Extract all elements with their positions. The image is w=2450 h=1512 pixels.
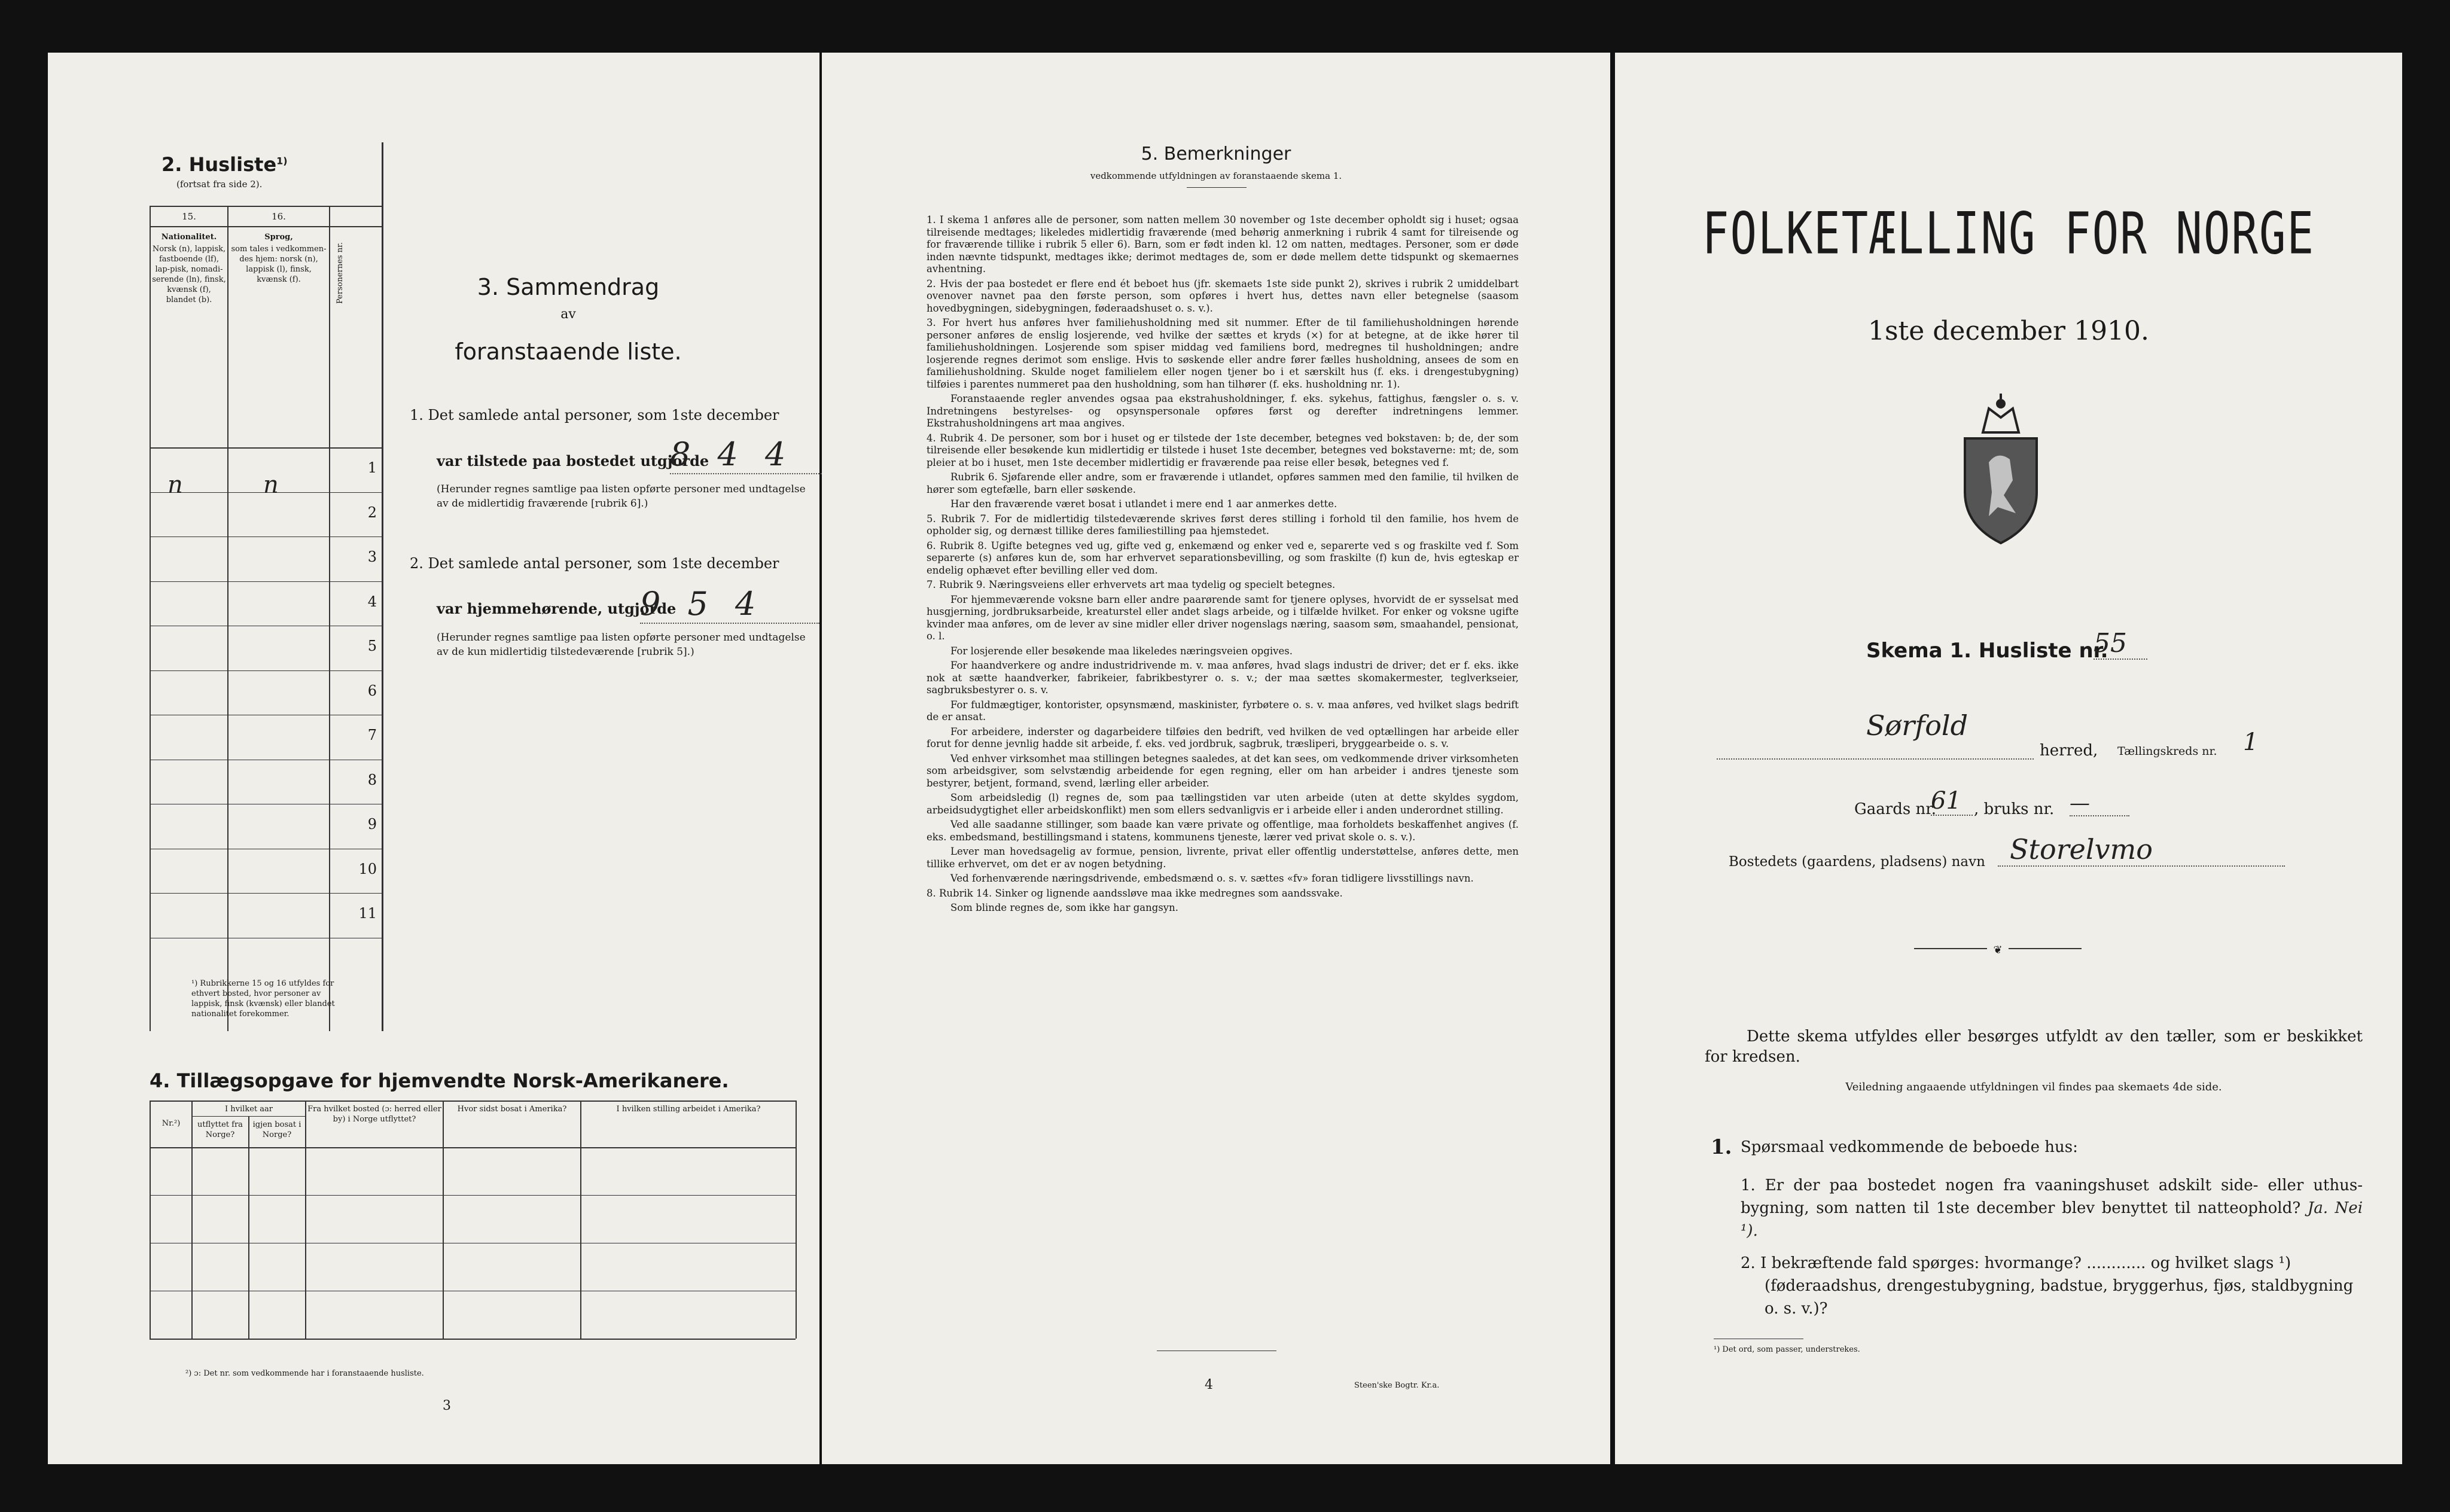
item2-value: 9 5 4 xyxy=(640,585,819,624)
remark-paragraph: Ved alle saadanne stillinger, som baade kan være private og offentlige, maa forholdets beskaffenhet angives (f. eks. embedsmand, bestillingsmand i statens, kommunens tjeneste, lærer ved privat skole o. s. v.). xyxy=(927,819,1519,843)
bemerkninger-title: 5. Bemerkninger xyxy=(1141,144,1291,164)
tillaeg-col-fra: Fra hvilket bosted (ɔ: herred eller by) i Norge utflyttet? xyxy=(307,1105,441,1124)
remark-paragraph: 5. Rubrik 7. For de midlertidig tilstedeværende skrives først deres stilling i forhold til den familie, hos hvem de opholder sig, og dernæst tillike deres familiestilling paa hjemstedet. xyxy=(927,513,1519,536)
kreds-label: Tællingskreds nr. xyxy=(2117,745,2217,758)
row-divider xyxy=(150,893,383,894)
person-number-header: Personernes nr. xyxy=(336,242,345,304)
item1-label: var tilstede paa bostedet utgjorde xyxy=(437,452,709,470)
q1-1-text: 1. Er der paa bostedet nogen fra vaaningshuset adskilt side- eller uthus-bygning, som natten til 1ste december blev benyttet til natteophold? Ja. Nei ¹). xyxy=(1741,1176,2363,1240)
tillaeg-title: 4. Tillægsopgave for hjemvendte Norsk-Amerikanere. xyxy=(150,1069,729,1092)
skema-value: 55 xyxy=(2094,628,2147,660)
row-divider xyxy=(150,536,383,537)
row1-nationality: n xyxy=(167,471,183,499)
col16-number: 16. xyxy=(272,211,286,222)
tillaeg-col-utflyttet: utflyttet fra Norge? xyxy=(197,1120,243,1139)
census-date: 1ste december 1910. xyxy=(1867,316,2150,346)
row-number: 11 xyxy=(358,905,377,922)
row-number: 6 xyxy=(367,682,377,699)
row-divider xyxy=(150,581,383,582)
gaards-value: 61 xyxy=(1931,787,1973,816)
col16-header: Sprog, xyxy=(264,233,293,242)
bosted-value: Storelvmo xyxy=(1998,833,2285,867)
col15-header: Nationalitet. xyxy=(161,233,217,242)
row1-language: n xyxy=(263,471,279,499)
q1-number: 1. xyxy=(1711,1135,1732,1159)
remark-paragraph: Har den fraværende været bosat i utlandet i mere end 1 aar anmerkes dette. xyxy=(950,498,1337,510)
bruks-value: — xyxy=(2070,791,2129,816)
item2-label: var hjemmehørende, utgjorde xyxy=(437,600,677,617)
row-number: 7 xyxy=(367,727,377,743)
remark-paragraph: 3. For hvert hus anføres hver familiehusholdning med sit nummer. Efter de til familiehusholdningen hørende personer anføres de enslig losjerende, ved hvilke der sættes et kryds (×) for at betegne, at de ikke hører til familiehusholdningen. Losjerende som spiser middag ved familiens bord, medregnes til husholdningen; andre losjerende regnes derimot som enslige. Hvis to søskende eller andre fører fælles husholdning, ansees de som en familiehusholdning. Skulde noget familielem eller nogen tjener bo i et særskilt hus (f. eks. i drengestubygning) tilføies i parentes nummeret paa den husholdning, som han tilhører (f. eks. husholdning nr. 1). xyxy=(927,317,1519,390)
tillaeg-col-stilling: I hvilken stilling arbeidet i Amerika? xyxy=(616,1105,761,1114)
item2-note: (Herunder regnes samtlige paa listen opførte personer med undtagelse av de kun midlertidig tilstedeværende [rubrik 5].) xyxy=(437,632,806,658)
page-number-4: 4 xyxy=(1205,1377,1213,1392)
remark-paragraph: Foranstaaende regler anvendes ogsaa paa ekstrahusholdninger, f. eks. sykehus, fattighus, fængsler o. s. v. Indretningens bestyrelses- og opsynspersonale opføres først og derefter indretningens lemmer. Ekstrahusholdningens art maa angives. xyxy=(927,393,1519,429)
tillaeg-footnote: ²) ɔ: Det nr. som vedkommende har i foranstaaende husliste. xyxy=(185,1369,424,1378)
bruks-label: , bruks nr. xyxy=(1974,800,2055,818)
tillaeg-col-year: I hvilket aar xyxy=(225,1105,273,1114)
remark-paragraph: Ved forhenværende næringsdrivende, embedsmænd o. s. v. sættes «fv» foran tidligere livsstillings navn. xyxy=(950,873,1474,884)
col15-description: Norsk (n), lappisk, fastboende (lf), lap-pisk, nomadi-serende (ln), finsk, kvænsk (f), blandet (b). xyxy=(152,245,226,304)
remark-paragraph: Lever man hovedsagelig av formue, pension, livrente, privat eller offentlig understøttelse, anføres dette, men tillike erhvervet, om det er av nogen betydning. xyxy=(927,846,1519,870)
kreds-value: 1 xyxy=(2243,728,2259,756)
remark-paragraph: 7. Rubrik 9. Næringsveiens eller erhvervets art maa tydelig og specielt betegnes. xyxy=(927,579,1336,590)
remark-paragraph: Som arbeidsledig (l) regnes de, som paa tællingstiden var uten arbeide (uten at dette skyldes sygdom, arbeidsudygtighet eller arbeidskonflikt) men som ellers sedvanligvis er i arbeide eller i anden underordnet stilling. xyxy=(927,792,1519,816)
remark-paragraph: Som blinde regnes de, som ikke har gangsyn. xyxy=(950,902,1178,913)
q1-2-detail: (føderaadshus, drengestubygning, badstue, bryggerhus, fjøs, staldbygning o. s. v.)? xyxy=(1765,1277,2354,1318)
remark-paragraph: Rubrik 6. Sjøfarende eller andre, som er fraværende i utlandet, opføres sammen med den familie, til hvilken de hører som egtefælle, barn eller søskende. xyxy=(927,471,1519,495)
tillaeg-col-hvor: Hvor sidst bosat i Amerika? xyxy=(457,1105,567,1114)
norway-coat-of-arms-icon xyxy=(1956,391,2046,546)
intro-text: Dette skema utfyldes eller besørges utfyldt av den tæller, som er beskikket for kredsen. xyxy=(1705,1028,2363,1066)
q1-title: Spørsmaal vedkommende de beboede hus: xyxy=(1741,1138,2078,1156)
sammendrag-title: 3. Sammendrag xyxy=(477,274,660,300)
husliste-footnote: ¹) Rubrikkerne 15 og 16 utfyldes for ethvert bosted, hvor personer av lappisk, finsk (kvænsk) eller blandet nationalitet forekommer. xyxy=(191,979,335,1019)
remark-paragraph: For haandverkere og andre industridrivende m. v. maa anføres, hvad slags industri de driver; det er f. eks. ikke nok at sætte haandverker, fabrikeier, fabrikbestyrer o. s. v.; der maa sættes skomakermester, teglverkseier, sagbruksbestyrer o. s. v. xyxy=(927,660,1519,696)
col15-number: 15. xyxy=(182,211,196,222)
remark-paragraph: 6. Rubrik 8. Ugifte betegnes ved ug, gifte ved g, enkemænd og enker ved e, separerte ved s og fraskilte ved f. Som separerte (s) anføres kun de, som har erhvervet separationsbevilling, og som fraskilte (f) kun de, hvis egteskap er endelig ophævet efter bevilling eller ved dom. xyxy=(927,539,1519,576)
row-divider xyxy=(150,670,383,671)
page-right xyxy=(1615,53,2402,1464)
row-number: 4 xyxy=(367,593,377,610)
page3-footnote: ¹) Det ord, som passer, understrekes. xyxy=(1714,1345,1860,1354)
ornament-icon: ❦ xyxy=(1987,944,2009,956)
sammendrag-subtitle: foranstaaende liste. xyxy=(455,339,682,365)
item1-value: 8 4 4 xyxy=(670,435,843,474)
col16-description: som tales i vedkommen-des hjem: norsk (n), lappisk (l), finsk, kvænsk (f). xyxy=(231,245,327,284)
item1-note: (Herunder regnes samtlige paa listen opførte personer med undtagelse av de midlertidig fraværende [rubrik 6].) xyxy=(437,483,806,510)
printer-mark: Steen'ske Bogtr. Kr.a. xyxy=(1354,1381,1440,1390)
row-number: 2 xyxy=(367,504,377,521)
row-number: 8 xyxy=(367,771,377,788)
sammendrag-av: av xyxy=(560,307,576,322)
remark-paragraph: For fuldmægtiger, kontorister, opsynsmænd, maskinister, fyrbøtere o. s. v. maa anføres, ved hvilket slags bedrift de er ansat. xyxy=(927,699,1519,723)
remark-paragraph: For arbeidere, inderster og dagarbeidere tilføies den bedrift, ved hvilken de ved optællingen har arbeide eller forut for denne jevnlig hadde sit arbeide, f. eks. ved jordbruk, sagbruk, træsliperi, bryggearbeide o. s. v. xyxy=(927,725,1519,749)
row-number: 3 xyxy=(367,548,377,565)
remark-paragraph: For losjerende eller besøkende maa likeledes næringsveien opgives. xyxy=(950,645,1293,657)
q1-1-answer: Ja. Nei ¹). xyxy=(1741,1199,2363,1240)
remark-paragraph: 8. Rubrik 14. Sinker og lignende aandssløve maa ikke medregnes som aandssvake. xyxy=(927,887,1343,899)
item1-text: 1. Det samlede antal personer, som 1ste december xyxy=(410,407,779,423)
herred-label: herred, xyxy=(2040,742,2098,760)
skema-label: Skema 1. Husliste nr. xyxy=(1866,639,2108,663)
husliste-title: 2. Husliste$^{1)}$ xyxy=(161,153,288,176)
row-number: 10 xyxy=(358,860,377,877)
q1-2-text: 2. I bekræftende fald spørges: hvormange? ............ og hvilket slags ¹) xyxy=(1741,1254,2291,1272)
tillaeg-col-igjen: igjen bosat i Norge? xyxy=(252,1120,301,1139)
item2-text: 2. Det samlede antal personer, som 1ste december xyxy=(410,555,779,572)
bosted-label: Bostedets (gaardens, pladsens) navn xyxy=(1729,854,1985,870)
veiledning-text: Veiledning angaaende utfyldningen vil findes paa skemaets 4de side. xyxy=(1845,1081,2222,1093)
bemerkninger-subtitle: vedkommende utfyldningen av foranstaaende skema 1. xyxy=(1090,170,1342,181)
tillaeg-col-nr: Nr.²) xyxy=(161,1119,181,1128)
row-number: 9 xyxy=(367,816,377,833)
page-left xyxy=(48,53,819,1464)
row-number: 1 xyxy=(367,459,377,476)
page-number-3: 3 xyxy=(443,1398,451,1413)
herred-value: Sørfold xyxy=(1866,709,1968,742)
remark-paragraph: 2. Hvis der paa bostedet er flere end ét beboet hus (jfr. skemaets 1ste side punkt 2), skrives i rubrik 2 umiddelbart ovenover navnet paa den første person, som opføres i hvert hus, dettes navn eller betegnelse (saasom hovedbygningen, sidebygningen, føderaadshuset o. s. v.). xyxy=(927,278,1519,314)
remark-paragraph: 1. I skema 1 anføres alle de personer, som natten mellem 30 november og 1ste december opholdt sig i huset; ogsaa tilreisende medtages; likeledes midlertidig fraværende (med behørig anmerkning i rubrik 4 samt for tilreisende og for fraværende tillike i rubrik 5 eller 6). Barn, som er født inden kl. 12 om natten, medtages. Personer, som er døde inden nævnte tidspunkt, medtages ikke; derimot medtages de, som er døde mellem dette tidspunkt og skemaernes avhentning. xyxy=(927,214,1519,275)
remark-paragraph: Ved enhver virksomhet maa stillingen betegnes saaledes, at det kan sees, om vedkommende driver virksomheten som arbeidsgiver, som selvstændig arbeidende for egen regning, eller om han arbeider i andres tjeneste som bestyrer, betjent, formand, svend, lærling eller arbeider. xyxy=(927,752,1519,789)
remark-paragraph: 4. Rubrik 4. De personer, som bor i huset og er tilstede der 1ste december, betegnes ved bokstaven: b; de, der som tilreisende eller besøkende kun midlertidig er tilstede i huset 1ste december, betegnes ved bokstaverne: mt; de, som pleier at bo i huset, men 1ste december midlertidig er fraværende paa reise eller besøk, betegnes ved f. xyxy=(927,432,1519,468)
gaards-label: Gaards nr. xyxy=(1854,800,1937,818)
row-number: 5 xyxy=(367,638,377,654)
husliste-subtitle: (fortsat fra side 2). xyxy=(176,179,263,190)
bemerkninger-list xyxy=(927,214,1519,917)
remark-paragraph: For hjemmeværende voksne barn eller andre paarørende samt for tjenere oplyses, hvorvidt de er sysselsat med husgjerning, jordbruksarbeide, kreaturstel eller andet slags arbeide, og i tilfælde hvilket. For enker og voksne ugifte kvinder maa anføres, om de lever av sine midler eller driver nogenslags næring, saasom søm, smaahandel, pensionat, o. l. xyxy=(927,593,1519,642)
page-middle xyxy=(822,53,1610,1464)
census-title: FOLKETÆLLING FOR NORGE xyxy=(1702,200,2315,267)
